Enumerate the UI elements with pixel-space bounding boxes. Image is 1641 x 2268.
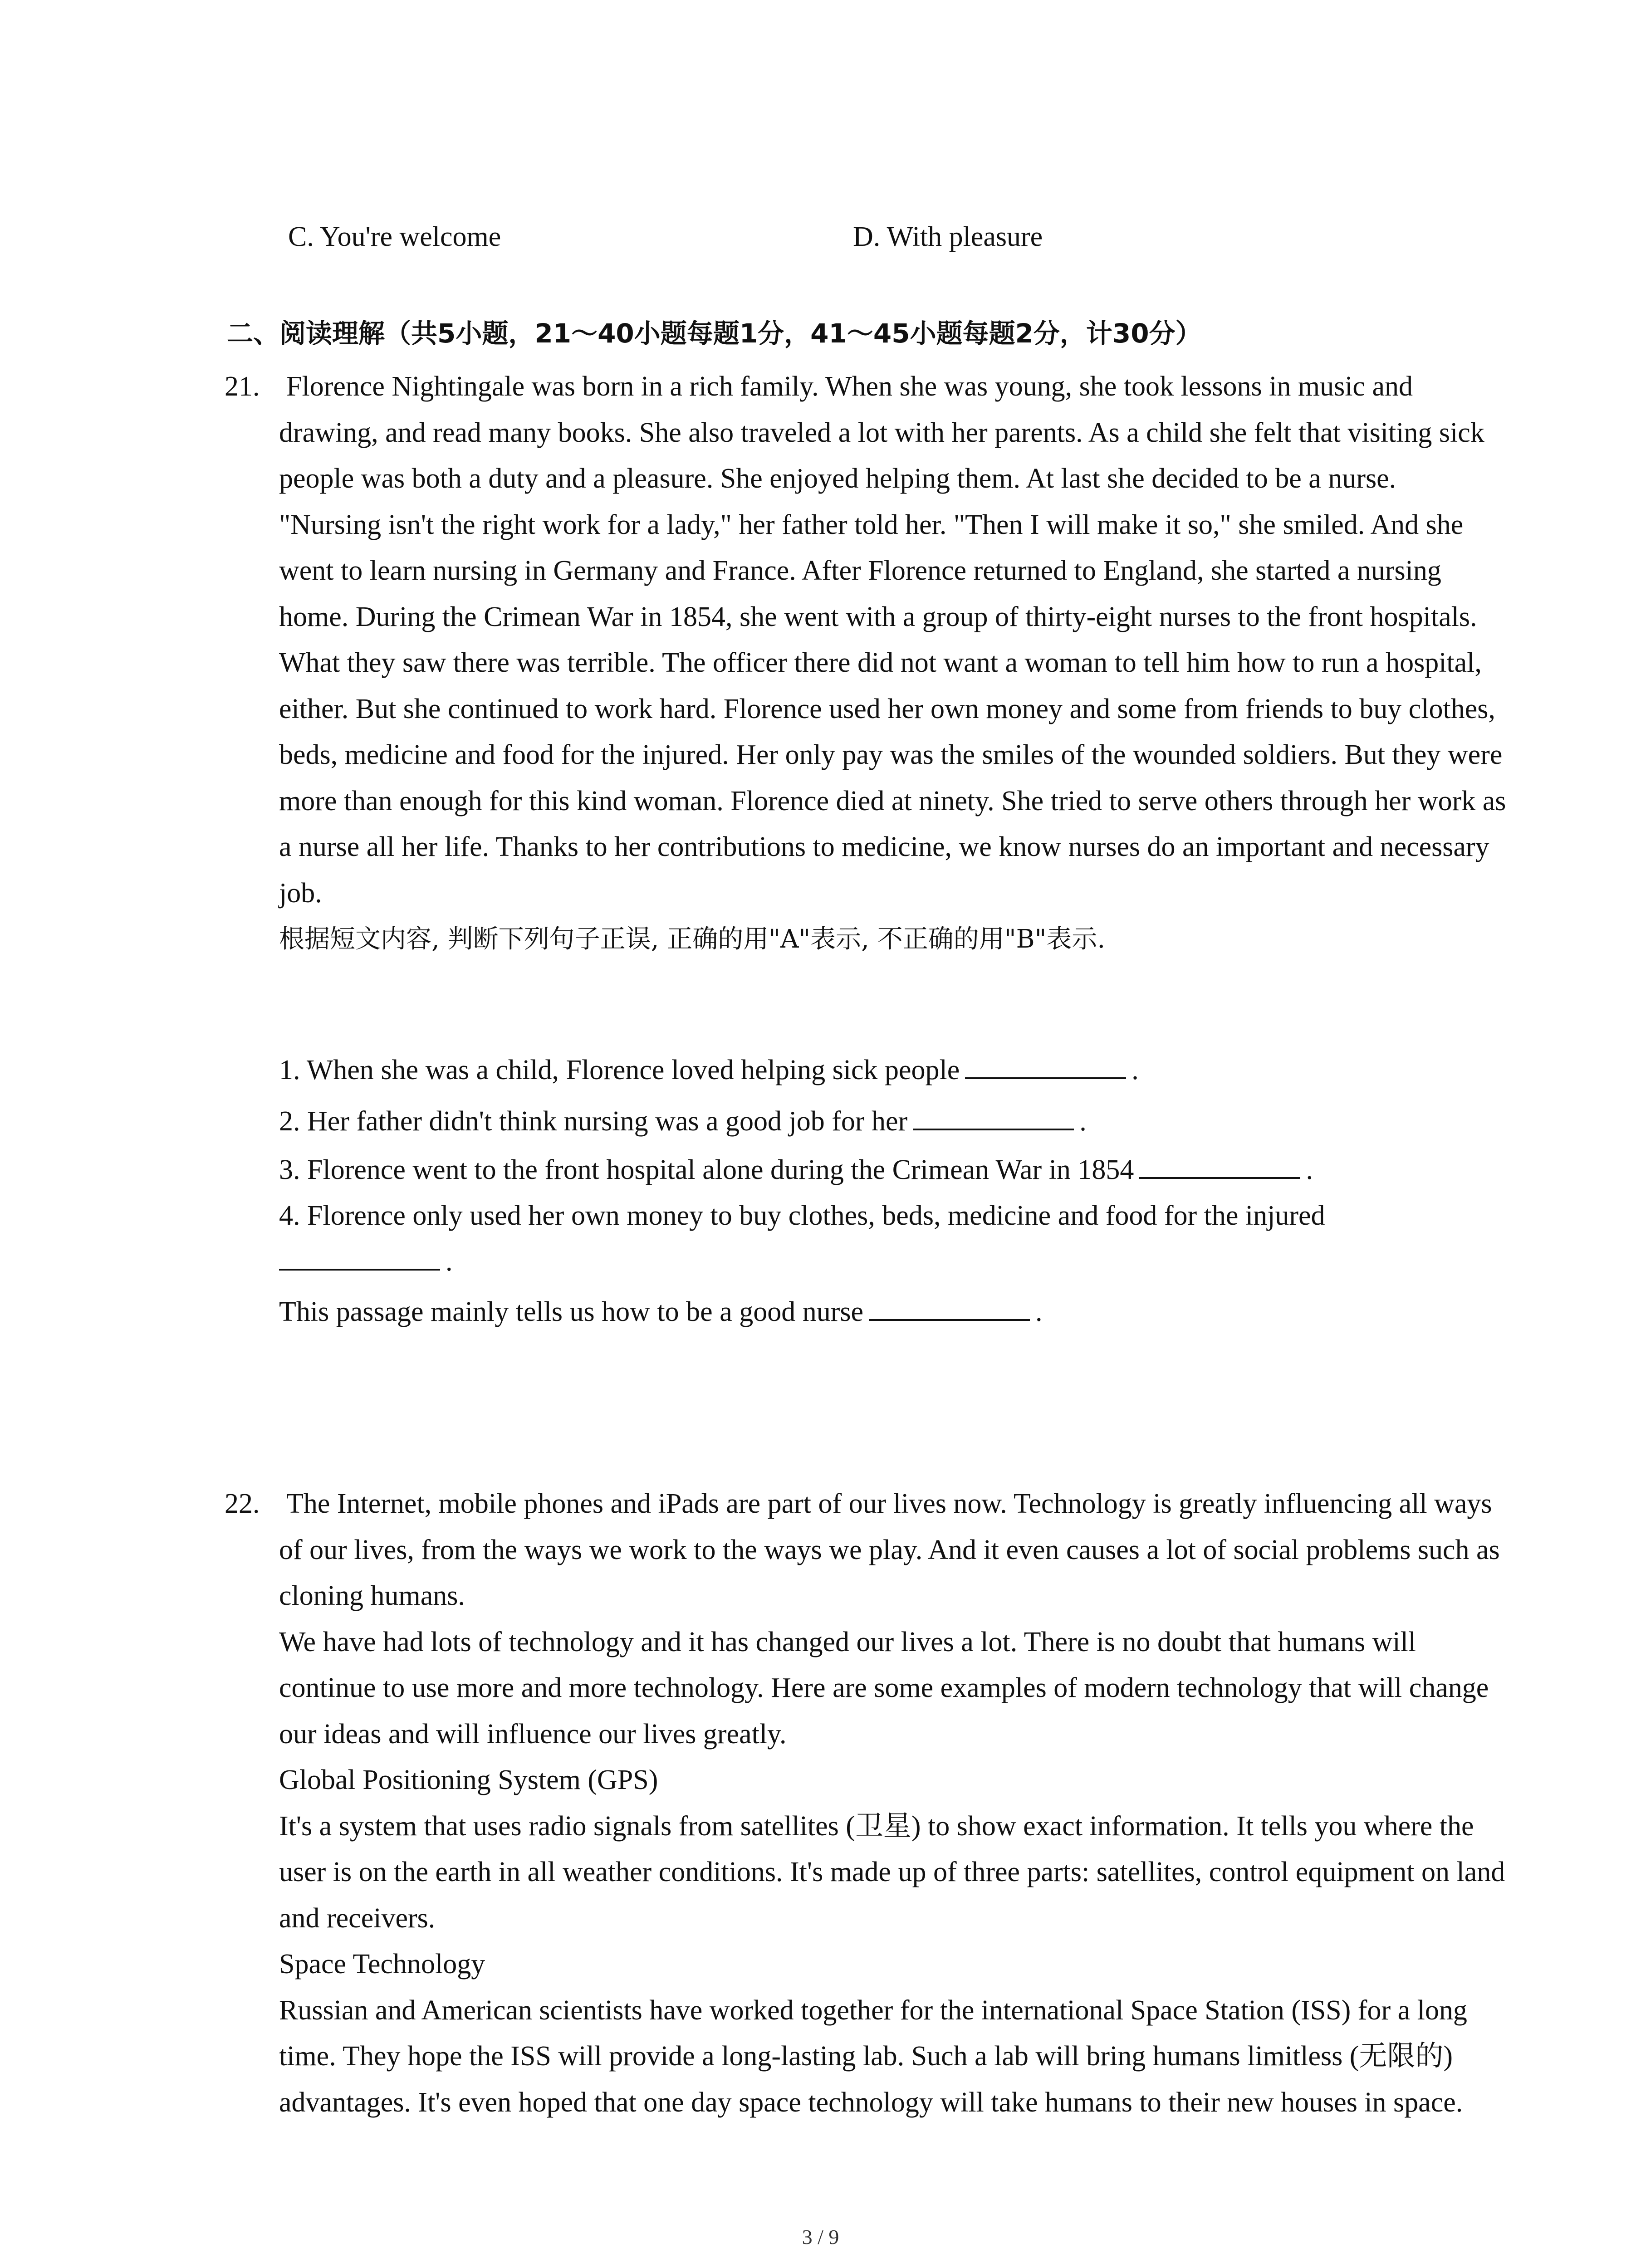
answer-blank[interactable] xyxy=(913,1103,1074,1130)
statement-5 xyxy=(279,1285,1509,1339)
passage-paragraph: We have had lots of technology and it has changed our lives a lot. There is no doubt that humans will continue to use more and more technology. Here are some examples of modern technology that will change our ideas and will influence our lives greatly. xyxy=(279,1626,1496,1750)
passage-paragraph: The Internet, mobile phones and iPads are part of our lives now. Technology is greatly influencing all ways of our lives, from the ways we work to the ways we play. And it even causes a lot of social problems such as cloning humans. xyxy=(279,1488,1507,1611)
statement-period: . xyxy=(1306,1154,1313,1185)
statement-2 xyxy=(279,1096,1509,1147)
question-21-passage xyxy=(279,364,1513,963)
passage-paragraph: Russian and American scientists have worked together for the international Space Station (ISS) for a long time. They hope the ISS will provide a long-lasting lab. Such a lab will bring humans limitless (无限的) advantages. It's even hoped that one day space technology will take humans to their new houses in space. xyxy=(279,1994,1474,2118)
statement-4-blank-line xyxy=(279,1239,1509,1285)
question-22-passage xyxy=(279,1481,1512,2126)
statement-period: . xyxy=(1079,1106,1087,1137)
option-c: C. You're welcome xyxy=(288,221,501,252)
answer-blank[interactable] xyxy=(279,1243,440,1271)
statement-text: 1. When she was a child, Florence loved helping sick people xyxy=(279,1055,960,1085)
passage-paragraph: Florence Nightingale was born in a rich family. When she was young, she took lessons in music and drawing, and read many books. She also traveled a lot with her parents. As a child she felt that visiting sick people was both a duty and a pleasure. She enjoyed helping them. At last she decided to be a nurse. xyxy=(279,371,1492,494)
statement-period: . xyxy=(446,1246,453,1277)
statement-text: 3. Florence went to the front hospital alone during the Crimean War in 1854 xyxy=(279,1154,1134,1185)
statement-3 xyxy=(279,1147,1509,1193)
statement-1 xyxy=(279,1045,1509,1096)
section-heading: 二、阅读理解（共5小题，21～40小题每题1分，41～45小题每题2分，计30分） xyxy=(227,318,1202,349)
passage-paragraph: "Nursing isn't the right work for a lady," her father told her. "Then I will make it so," she smiled. And she went to learn nursing in Germany and France. After Florence returned to England, she started a nursing home. During the Crimean War in 1854, she went with a group of thirty-eight nurses to the front hospitals. What they saw there was terrible. The officer there did not want a woman to tell him how to run a hospital, either. But she continued to work hard. Florence used her own money and some from friends to buy clothes, beds, medicine and food for the injured. Her only pay was the smiles of the wounded soldiers. But they were more than enough for this kind woman. Florence died at ninety. She tried to serve others through her work as a nurse all her life. Thanks to her contributions to medicine, we know nurses do an important and necessary job. xyxy=(279,509,1513,909)
subheading-gps: Global Positioning System (GPS) xyxy=(279,1765,658,1795)
passage-paragraph: It's a system that uses radio signals from satellites (卫星) to show exact information. It tells you where the user is on the earth in all weather conditions. It's made up of three parts: satellites, control equipment on land and receivers. xyxy=(279,1810,1512,1934)
statement-4 xyxy=(279,1193,1509,1239)
statement-text: 2. Her father didn't think nursing was a good job for her xyxy=(279,1106,908,1137)
statement-period: . xyxy=(1035,1296,1043,1327)
instruction-text: 根据短文内容, 判断下列句子正误, 正确的用"A"表示, 不正确的用"B"表示. xyxy=(279,924,1106,954)
answer-blank[interactable] xyxy=(869,1294,1030,1321)
question-21-statements xyxy=(279,1045,1509,1339)
page-number: 3 / 9 xyxy=(802,2225,839,2248)
option-d: D. With pleasure xyxy=(853,221,1043,252)
statement-text: This passage mainly tells us how to be a good nurse xyxy=(279,1296,864,1327)
answer-blank[interactable] xyxy=(1139,1152,1300,1179)
subheading-space-technology: Space Technology xyxy=(279,1949,485,1980)
statement-text: 4. Florence only used her own money to buy clothes, beds, medicine and food for the injured xyxy=(279,1200,1325,1231)
statement-period: . xyxy=(1132,1055,1139,1085)
answer-blank[interactable] xyxy=(965,1052,1126,1079)
question-number-21: 21. xyxy=(225,371,260,402)
question-number-22: 22. xyxy=(225,1488,260,1519)
